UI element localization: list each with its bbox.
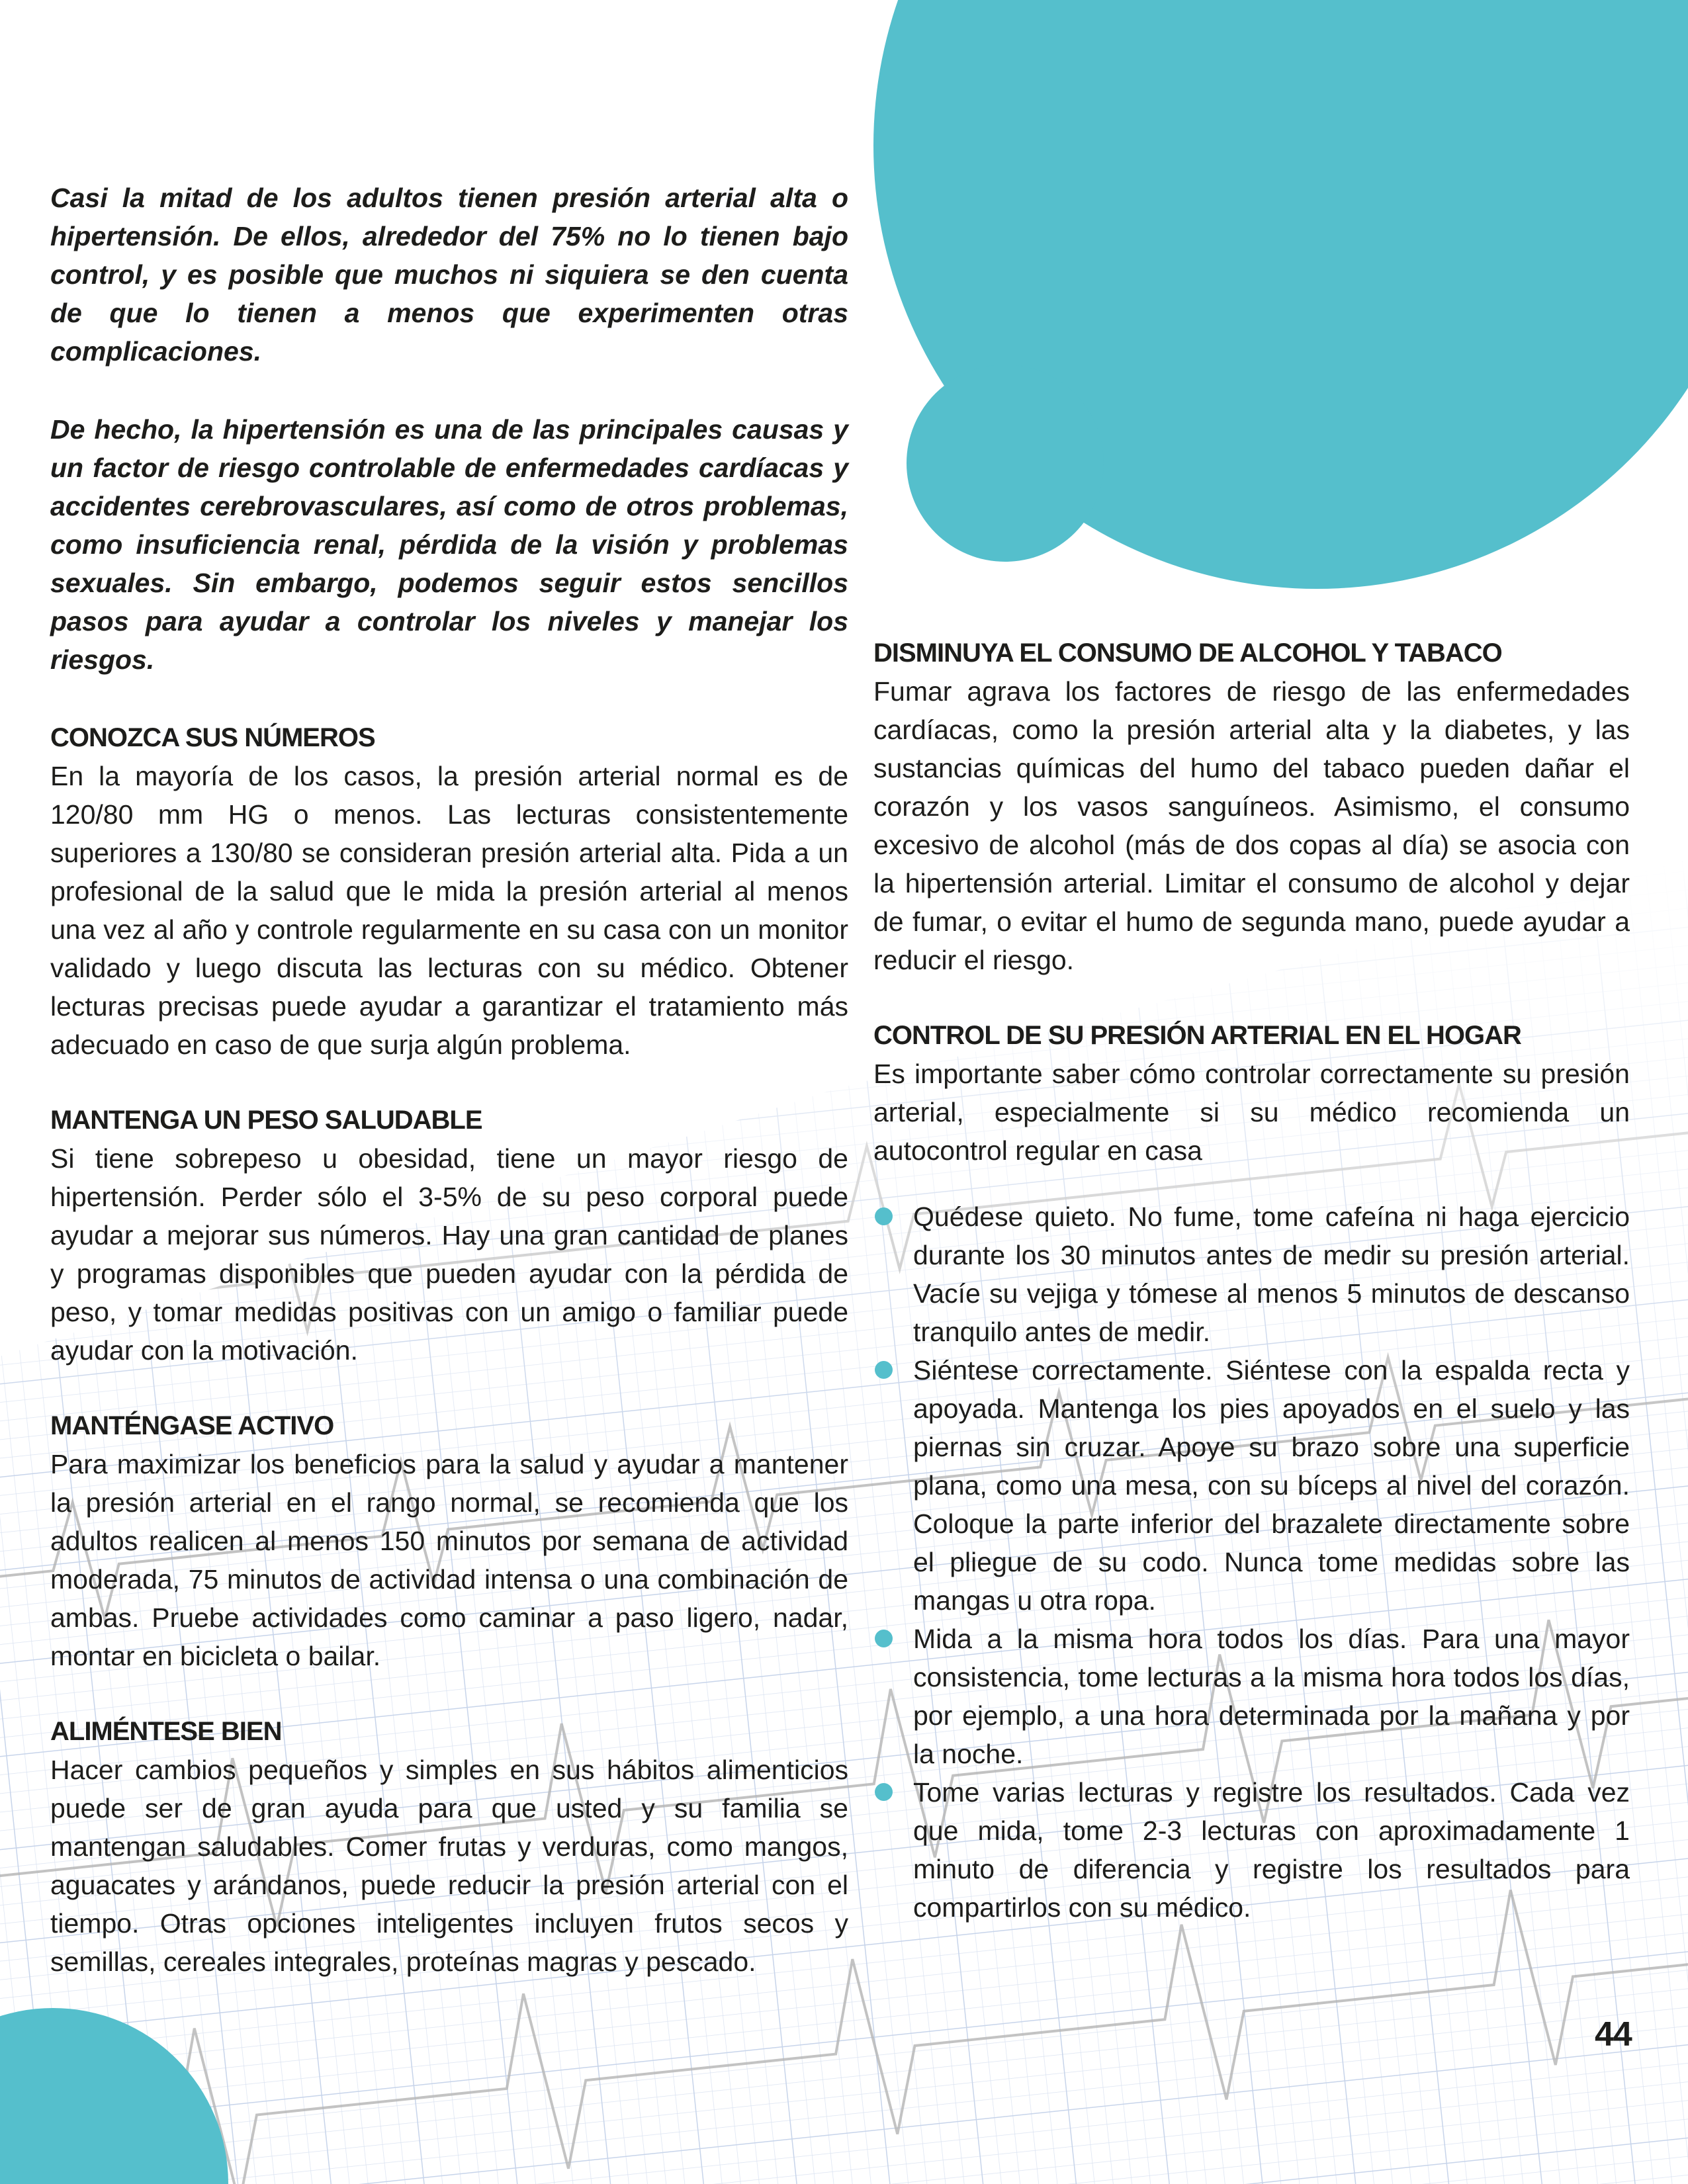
tip-text: Tome varias lecturas y registre los resultados. Cada vez que mida, tome 2-3 lecturas con aproximadamente 1 minuto de diferencia y registre los resultados para compartirlos con su médico. xyxy=(913,1777,1630,1923)
section-eat-well xyxy=(50,1712,848,1981)
section-home-monitoring xyxy=(873,1016,1630,1927)
left-column xyxy=(50,179,848,2018)
intro-paragraph-2: De hecho, la hipertensión es una de las principales causas y un factor de riesgo controlable de enfermedades cardíacas y accidentes cerebrovasculares, así como de otros problemas, como insuficiencia renal, pérdida de la visión y problemas sexuales. Sin embargo, podemos seguir estos sencillos pasos para ayudar a controlar los niveles y manejar los riesgos. xyxy=(50,414,848,675)
list-item xyxy=(873,1620,1630,1773)
section-heading: MANTENGA UN PESO SALUDABLE xyxy=(50,1106,482,1135)
section-body: Hacer cambios pequeños y simples en sus hábitos alimenticios puede ser de gran ayuda para que usted y su familia se mantengan saludables. Comer frutas y verduras, como mangos, aguacates y arándanos, puede reducir la presión arterial con el tiempo. Otras opciones inteligentes incluyen frutos secos y semillas, cereales integrales, proteínas magras y pescado. xyxy=(50,1755,848,1977)
intro-paragraph-1: Casi la mitad de los adultos tienen presión arterial alta o hipertensión. De ellos, alrededor del 75% no lo tienen bajo control, y es posible que muchos ni siquiera se den cuenta de que lo tienen a menos que experimenten otras complicaciones. xyxy=(50,183,848,367)
list-item xyxy=(873,1198,1630,1351)
section-know-numbers xyxy=(50,719,848,1064)
bullet-dot-icon xyxy=(875,1361,893,1379)
section-heading: ALIMÉNTESE BIEN xyxy=(50,1717,282,1746)
right-column xyxy=(873,634,1630,1964)
section-heading: MANTÉNGASE ACTIVO xyxy=(50,1411,334,1440)
section-alcohol-tobacco xyxy=(873,634,1630,979)
bullet-dot-icon xyxy=(875,1207,893,1225)
bullet-dot-icon xyxy=(875,1783,893,1801)
section-body: Si tiene sobrepeso u obesidad, tiene un mayor riesgo de hipertensión. Perder sólo el 3-5% de su peso corporal puede ayudar a mejorar sus números. Hay una gran cantidad de planes y programas disponibles que pueden ayudar con la pérdida de peso, y tomar medidas positivas con un amigo o familiar puede ayudar con la motivación. xyxy=(50,1143,848,1366)
section-stay-active xyxy=(50,1407,848,1675)
section-body: Fumar agrava los factores de riesgo de las enfermedades cardíacas, como la presión arterial alta y la diabetes, y las sustancias químicas del humo del tabaco pueden dañar el corazón y los vasos sanguíneos. Asimismo, el consumo excesivo de alcohol (más de dos copas al día) se asocia con la hipertensión arterial. Limitar el consumo de alcohol y dejar de fumar, o evitar el humo de segunda mano, puede ayudar a reducir el riesgo. xyxy=(873,676,1630,975)
section-heading: CONOZCA SUS NÚMEROS xyxy=(50,723,375,752)
tip-text: Siéntese correctamente. Siéntese con la espalda recta y apoyada. Mantenga los pies apoyados en el suelo y las piernas sin cruzar. Apoye su brazo sobre una superficie plana, como una mesa, con su bíceps al nivel del corazón. Coloque la parte inferior del brazalete directamente sobre el pliegue de su codo. Nunca tome medidas sobre las mangas u otra ropa. xyxy=(913,1355,1630,1616)
list-item xyxy=(873,1773,1630,1927)
tip-text: Quédese quieto. No fume, tome cafeína ni haga ejercicio durante los 30 minutos antes de medir su presión arterial. Vacíe su vejiga y tómese al menos 5 minutos de descanso tranquilo antes de medir. xyxy=(913,1201,1630,1347)
tips-list xyxy=(873,1198,1630,1927)
section-heading: DISMINUYA EL CONSUMO DE ALCOHOL Y TABACO xyxy=(873,638,1502,668)
list-item xyxy=(873,1351,1630,1620)
section-healthy-weight xyxy=(50,1101,848,1370)
section-body: Para maximizar los beneficios para la salud y ayudar a mantener la presión arterial en el rango normal, se recomienda que los adultos realicen al menos 150 minutos por semana de actividad moderada, 75 minutos de actividad intensa o una combinación de ambas. Pruebe actividades como caminar a paso ligero, nadar, montar en bicicleta o bailar. xyxy=(50,1449,848,1671)
section-heading: CONTROL DE SU PRESIÓN ARTERIAL EN EL HOGAR xyxy=(873,1021,1521,1050)
section-body: Es importante saber cómo controlar correctamente su presión arterial, especialmente si su médico recomienda un autocontrol regular en casa xyxy=(873,1059,1630,1166)
section-body: En la mayoría de los casos, la presión arterial normal es de 120/80 mm HG o menos. Las lecturas consistentemente superiores a 130/80 se consideran presión arterial alta. Pida a un profesional de la salud que le mida la presión arterial al menos una vez al año y controle regularmente en su casa con un monitor validado y luego discuta las lecturas con su médico. Obtener lecturas precisas puede ayudar a garantizar el tratamiento más adecuado en caso de que surja algún problema. xyxy=(50,761,848,1060)
tip-text: Mida a la misma hora todos los días. Para una mayor consistencia, tome lecturas a la misma hora todos los días, por ejemplo, a una hora determinada por la mañana y por la noche. xyxy=(913,1624,1630,1769)
intro xyxy=(50,179,848,679)
bullet-dot-icon xyxy=(875,1630,893,1647)
page-number: 44 xyxy=(1595,2015,1632,2054)
